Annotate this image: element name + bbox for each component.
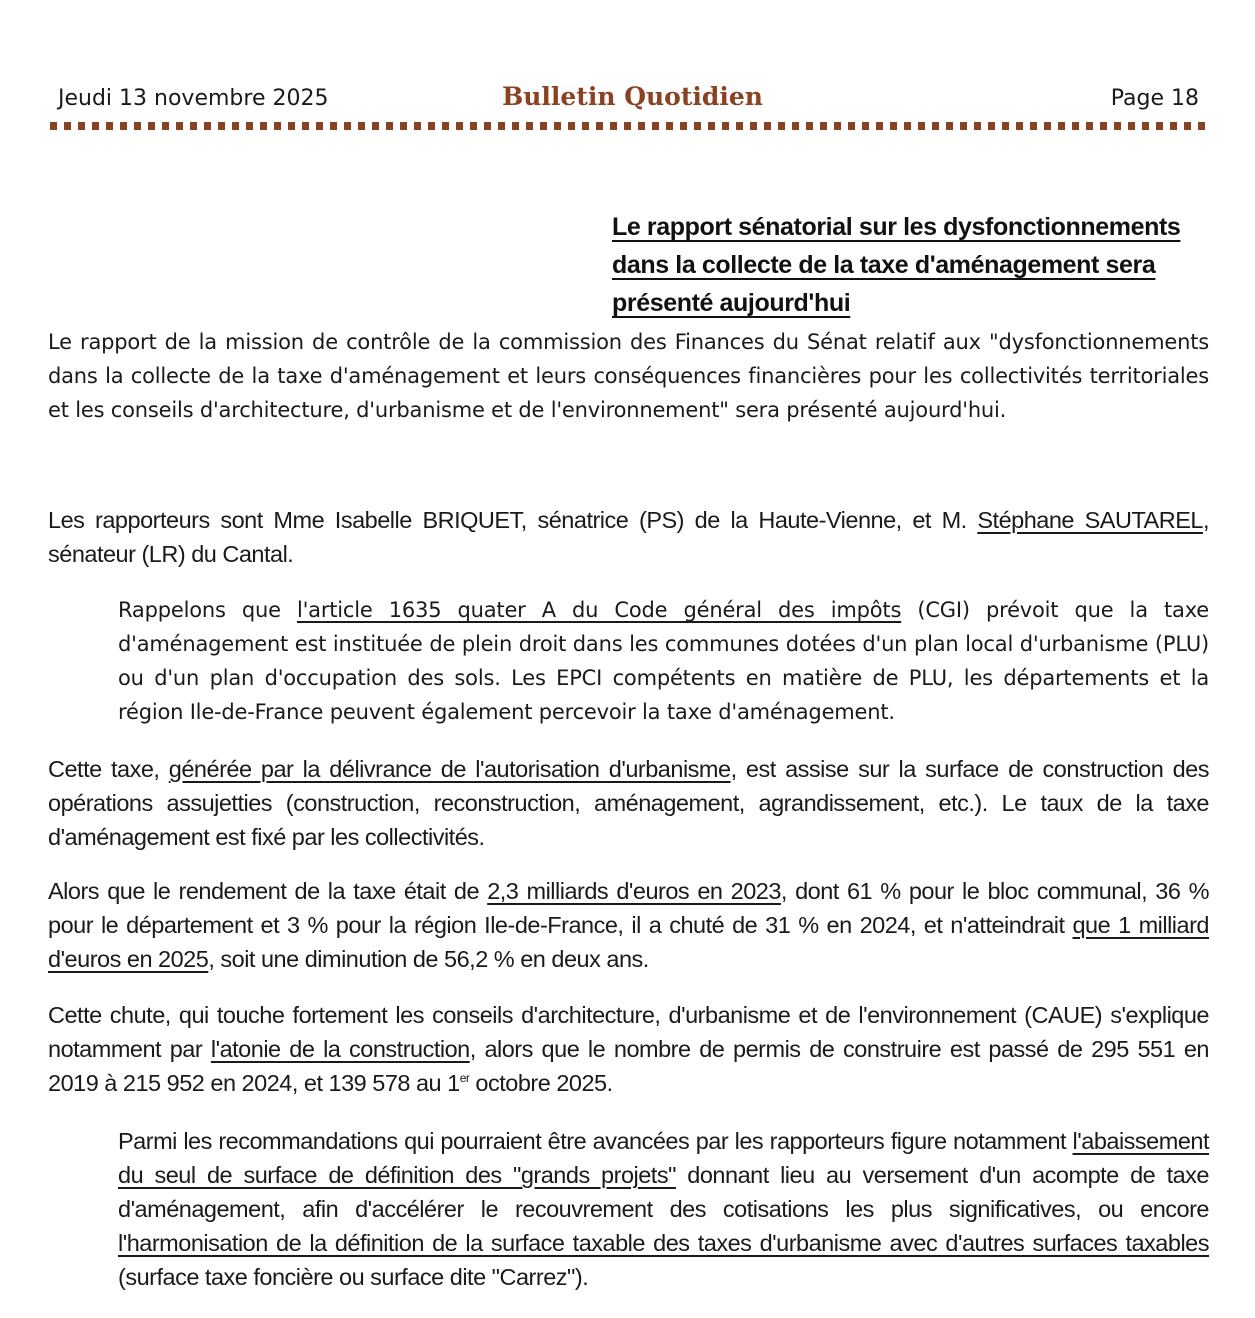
text: , sénateur (LR) du Cantal. (48, 507, 1209, 567)
text: (CGI) prévoit que la taxe d'aménagement est instituée de plein droit dans les communes dotées d'un plan local d'urbanisme (PLU) ou d'un plan d'occupation des sols. Les EPCI compétents en matière de PLU, les départements et la région Ile-de-France peuvent également percevoir la taxe d'aménagement. (118, 598, 1209, 724)
link-autorisation-urbanisme[interactable]: générée par la délivrance de l'autorisation d'urbanisme (168, 756, 731, 782)
header-dotted-divider (50, 122, 1209, 130)
paragraph-chute-caue (48, 998, 1209, 1100)
article-title-text: Le rapport sénatorial sur les dysfonctionnements dans la collecte de la taxe d'aménagement sera présenté aujourd'hui (612, 213, 1181, 317)
page-number: Page 18 (1110, 86, 1199, 111)
link-abaissement-seuil[interactable]: l'abaissement du seul de surface de définition des "grands projets" (118, 1128, 1209, 1188)
paragraph-rapporteurs (48, 503, 1209, 571)
text: Les rapporteurs sont Mme Isabelle BRIQUET, sénatrice (PS) de la Haute-Vienne, et M. (48, 507, 978, 533)
text: donnant lieu au versement d'un acompte de taxe d'aménagement, afin d'accélérer le recouvrement des cotisations les plus significatives, ou encore (118, 1162, 1210, 1222)
article-title (612, 208, 1209, 322)
link-article-1635-cgi[interactable]: l'article 1635 quater A du Code général des impôts (296, 598, 902, 622)
publication-title: Bulletin Quotidien (502, 82, 763, 111)
text: Rappelons que (118, 598, 297, 622)
text: octobre 2025. (469, 1070, 613, 1096)
paragraph-recommandations (118, 1124, 1209, 1294)
link-1-milliard-2025[interactable]: que 1 milliard d'euros en 2025 (48, 912, 1209, 972)
text: Parmi les recommandations qui pourraient être avancées par les rapporteurs figure notamment (118, 1128, 1073, 1154)
page-header (58, 82, 1207, 118)
paragraph-intro: Le rapport de la mission de contrôle de la commission des Finances du Sénat relatif aux "dysfonctionnements dans la collecte de la taxe d'aménagement et leurs conséquences financières pour les collectivités territoriales et les conseils d'architecture, d'urbanisme et de l'environnement" sera présenté aujourd'hui. (48, 330, 1209, 422)
link-harmonisation-surface[interactable]: l'harmonisation de la définition de la surface taxable des taxes d'urbanisme avec d'autres surfaces taxables (118, 1230, 1209, 1256)
text: Cette chute, qui touche fortement les conseils d'architecture, d'urbanisme et de l'environnement (CAUE) s'explique notamment par (48, 1002, 1209, 1062)
text: Alors que le rendement de la taxe était de (48, 878, 488, 904)
paragraph-cgi-article (118, 593, 1209, 729)
paragraph-rendement (48, 874, 1209, 976)
text: , soit une diminution de 56,2 % en deux ans. (208, 946, 649, 972)
link-atonie-construction[interactable]: l'atonie de la construction (210, 1036, 470, 1062)
text: , alors que le nombre de permis de construire est passé de 295 551 en 2019 à 215 952 en 2024, et 139 578 au 1 (48, 1036, 1209, 1096)
link-2-3-milliards-2023[interactable]: 2,3 milliards d'euros en 2023 (487, 878, 781, 904)
link-stephane-sautarel[interactable]: Stéphane SAUTAREL (977, 507, 1203, 533)
text: , dont 61 % pour le bloc communal, 36 % pour le département et 3 % pour la région Ile-de-France, il a chuté de 31 % en 2024, et n'atteindrait (48, 878, 1209, 938)
superscript: er (459, 1071, 470, 1086)
text: , est assise sur la surface de construction des opérations assujetties (construction, reconstruction, aménagement, agrandissement, etc.). Le taux de la taxe d'aménagement est fixé par les collectivités. (48, 756, 1209, 850)
text: Cette taxe, (48, 756, 169, 782)
text: (surface taxe foncière ou surface dite "Carrez"). (118, 1264, 589, 1290)
paragraph-taxe-assiette (48, 752, 1209, 854)
header-date: Jeudi 13 novembre 2025 (58, 86, 329, 111)
